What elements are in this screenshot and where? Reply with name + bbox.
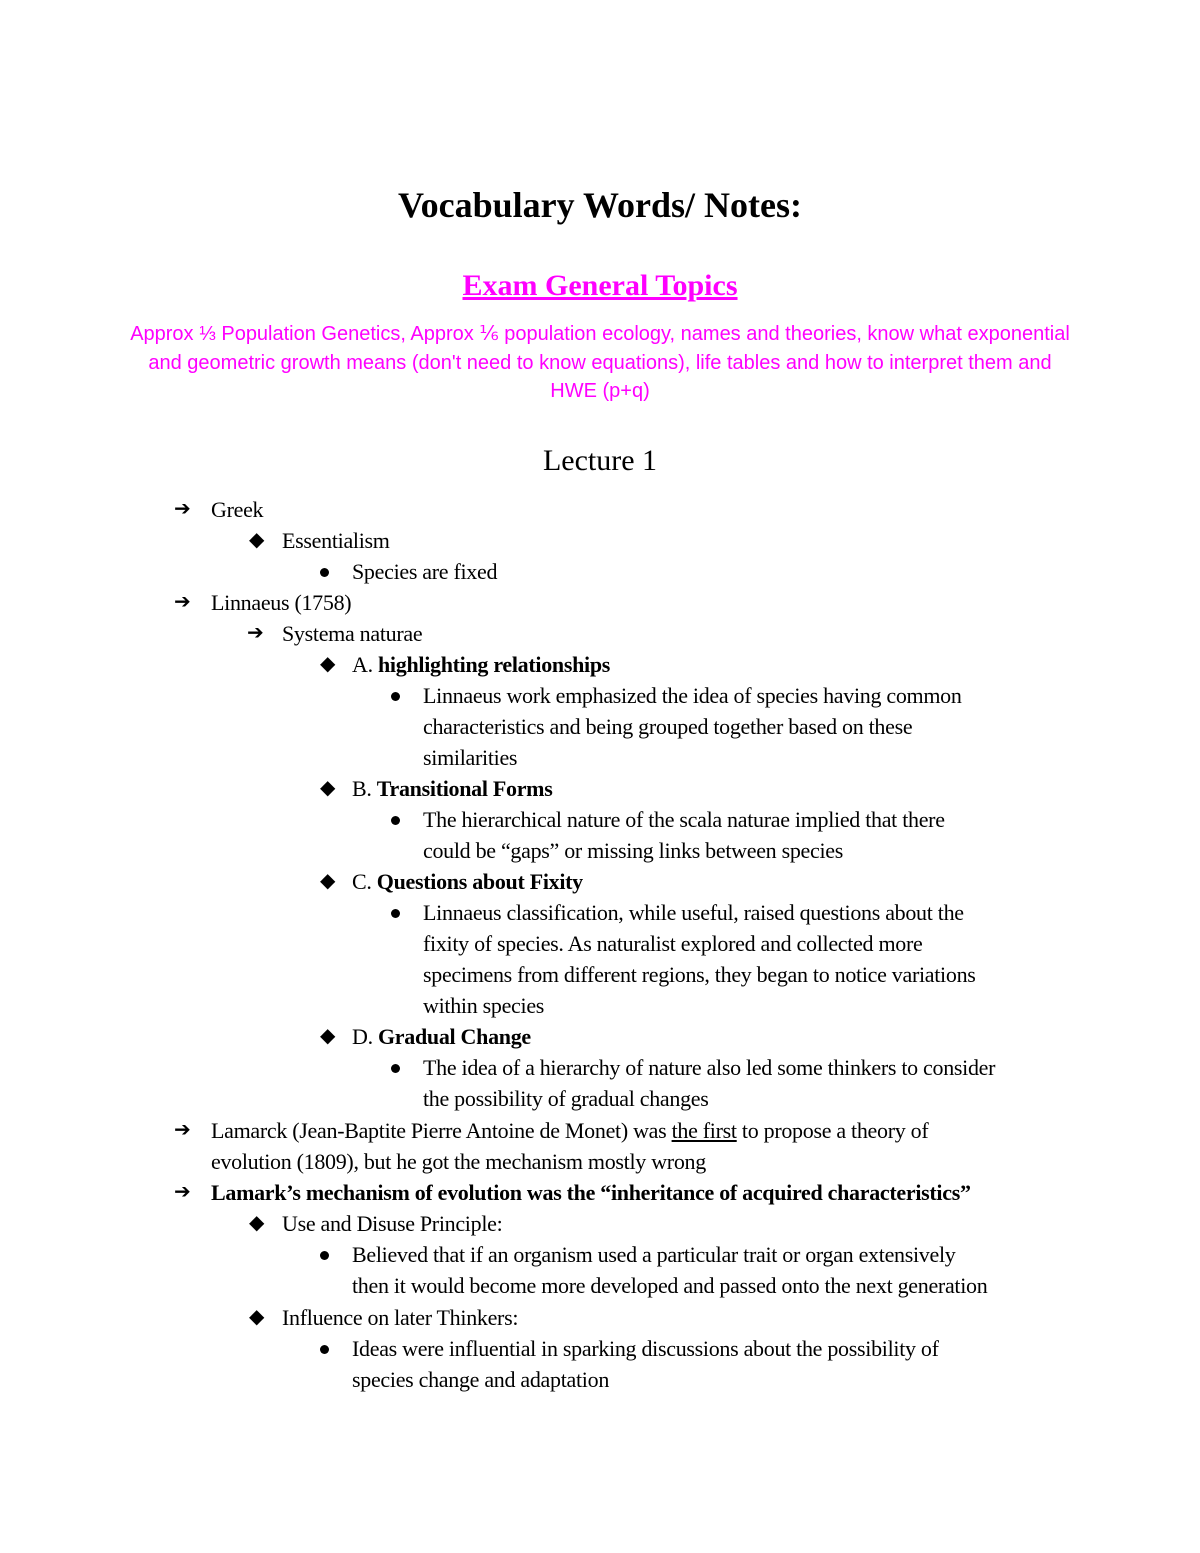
diamond-icon: ◆ [249,1212,265,1234]
list-item-a: A. highlighting relationships [352,652,611,677]
list-item-c-text-3: specimens from different regions, they began to notice variations [423,962,976,987]
list-item-c-text-4: within species [423,993,545,1018]
dot-bullet-icon [391,909,400,918]
diamond-icon: ◆ [320,1025,336,1047]
list-item-influence: Influence on later Thinkers: [282,1305,519,1330]
exam-topics-text: Approx ⅓ Population Genetics, Approx ⅙ population ecology, names and theories, know what exponential and geometric growth means (don't need to know equations), life tables and how to interpret them and HWE (p+q) [130,323,1070,402]
list-item-systema: Systema naturae [282,621,423,646]
diamond-icon: ◆ [320,653,336,675]
list-item-c-text-2: fixity of species. As naturalist explored and collected more [423,931,923,956]
list-item-use-disuse: Use and Disuse Principle: [282,1211,503,1236]
list-item-influence-text-1: Ideas were influential in sparking discussions about the possibility of [352,1336,939,1361]
list-item-a-text-1: Linnaeus work emphasized the idea of species having common [423,683,962,708]
list-item-use-text-2: then it would become more developed and passed onto the next generation [352,1273,988,1298]
list-item-linnaeus: Linnaeus (1758) [211,590,352,615]
list-item-lamarck: Lamarck (Jean-Baptite Pierre Antoine de Monet) was the first to propose a theory of [211,1118,929,1143]
list-item-lamark-mechanism: Lamark’s mechanism of evolution was the “inheritance of acquired characteristics” [211,1180,971,1205]
list-item-greek: Greek [211,497,264,522]
page-title: Vocabulary Words/ Notes: [397,185,803,225]
list-item-d-text-1: The idea of a hierarchy of nature also led some thinkers to consider [423,1055,996,1080]
list-item-essentialism: Essentialism [282,528,390,553]
diamond-icon: ◆ [249,1306,265,1328]
list-item-c-text-1: Linnaeus classification, while useful, raised questions about the [423,900,964,925]
list-item-a-text-2: characteristics and being grouped together based on these [423,714,913,739]
arrow-icon: ➔ [247,622,264,644]
diamond-icon: ◆ [320,777,336,799]
list-item-influence-text-2: species change and adaptation [352,1367,610,1392]
list-item-use-text-1: Believed that if an organism used a particular trait or organ extensively [352,1242,956,1267]
arrow-icon: ➔ [174,1119,191,1141]
list-item-species-fixed: Species are fixed [352,559,498,584]
arrow-icon: ➔ [174,1181,191,1203]
dot-bullet-icon [391,816,400,825]
dot-bullet-icon [391,692,400,701]
list-item-d: D. Gradual Change [352,1024,531,1049]
exam-topics-heading: Exam General Topics [462,269,738,302]
list-item-b-text-1: The hierarchical nature of the scala naturae implied that there [423,807,945,832]
arrow-icon: ➔ [174,591,191,613]
arrow-icon: ➔ [174,498,191,520]
diamond-icon: ◆ [320,870,336,892]
list-item-a-text-3: similarities [423,745,518,770]
diamond-icon: ◆ [249,529,265,551]
list-item-d-text-2: the possibility of gradual changes [423,1086,709,1111]
dot-bullet-icon [320,568,329,577]
dot-bullet-icon [320,1251,329,1260]
dot-bullet-icon [320,1345,329,1354]
lecture-heading: Lecture 1 [542,444,658,477]
list-item-c: C. Questions about Fixity [352,869,583,894]
list-item-b-text-2: could be “gaps” or missing links between species [423,838,843,863]
dot-bullet-icon [391,1064,400,1073]
list-item-lamarck-cont: evolution (1809), but he got the mechanism mostly wrong [211,1149,706,1174]
list-item-b: B. Transitional Forms [352,776,553,801]
